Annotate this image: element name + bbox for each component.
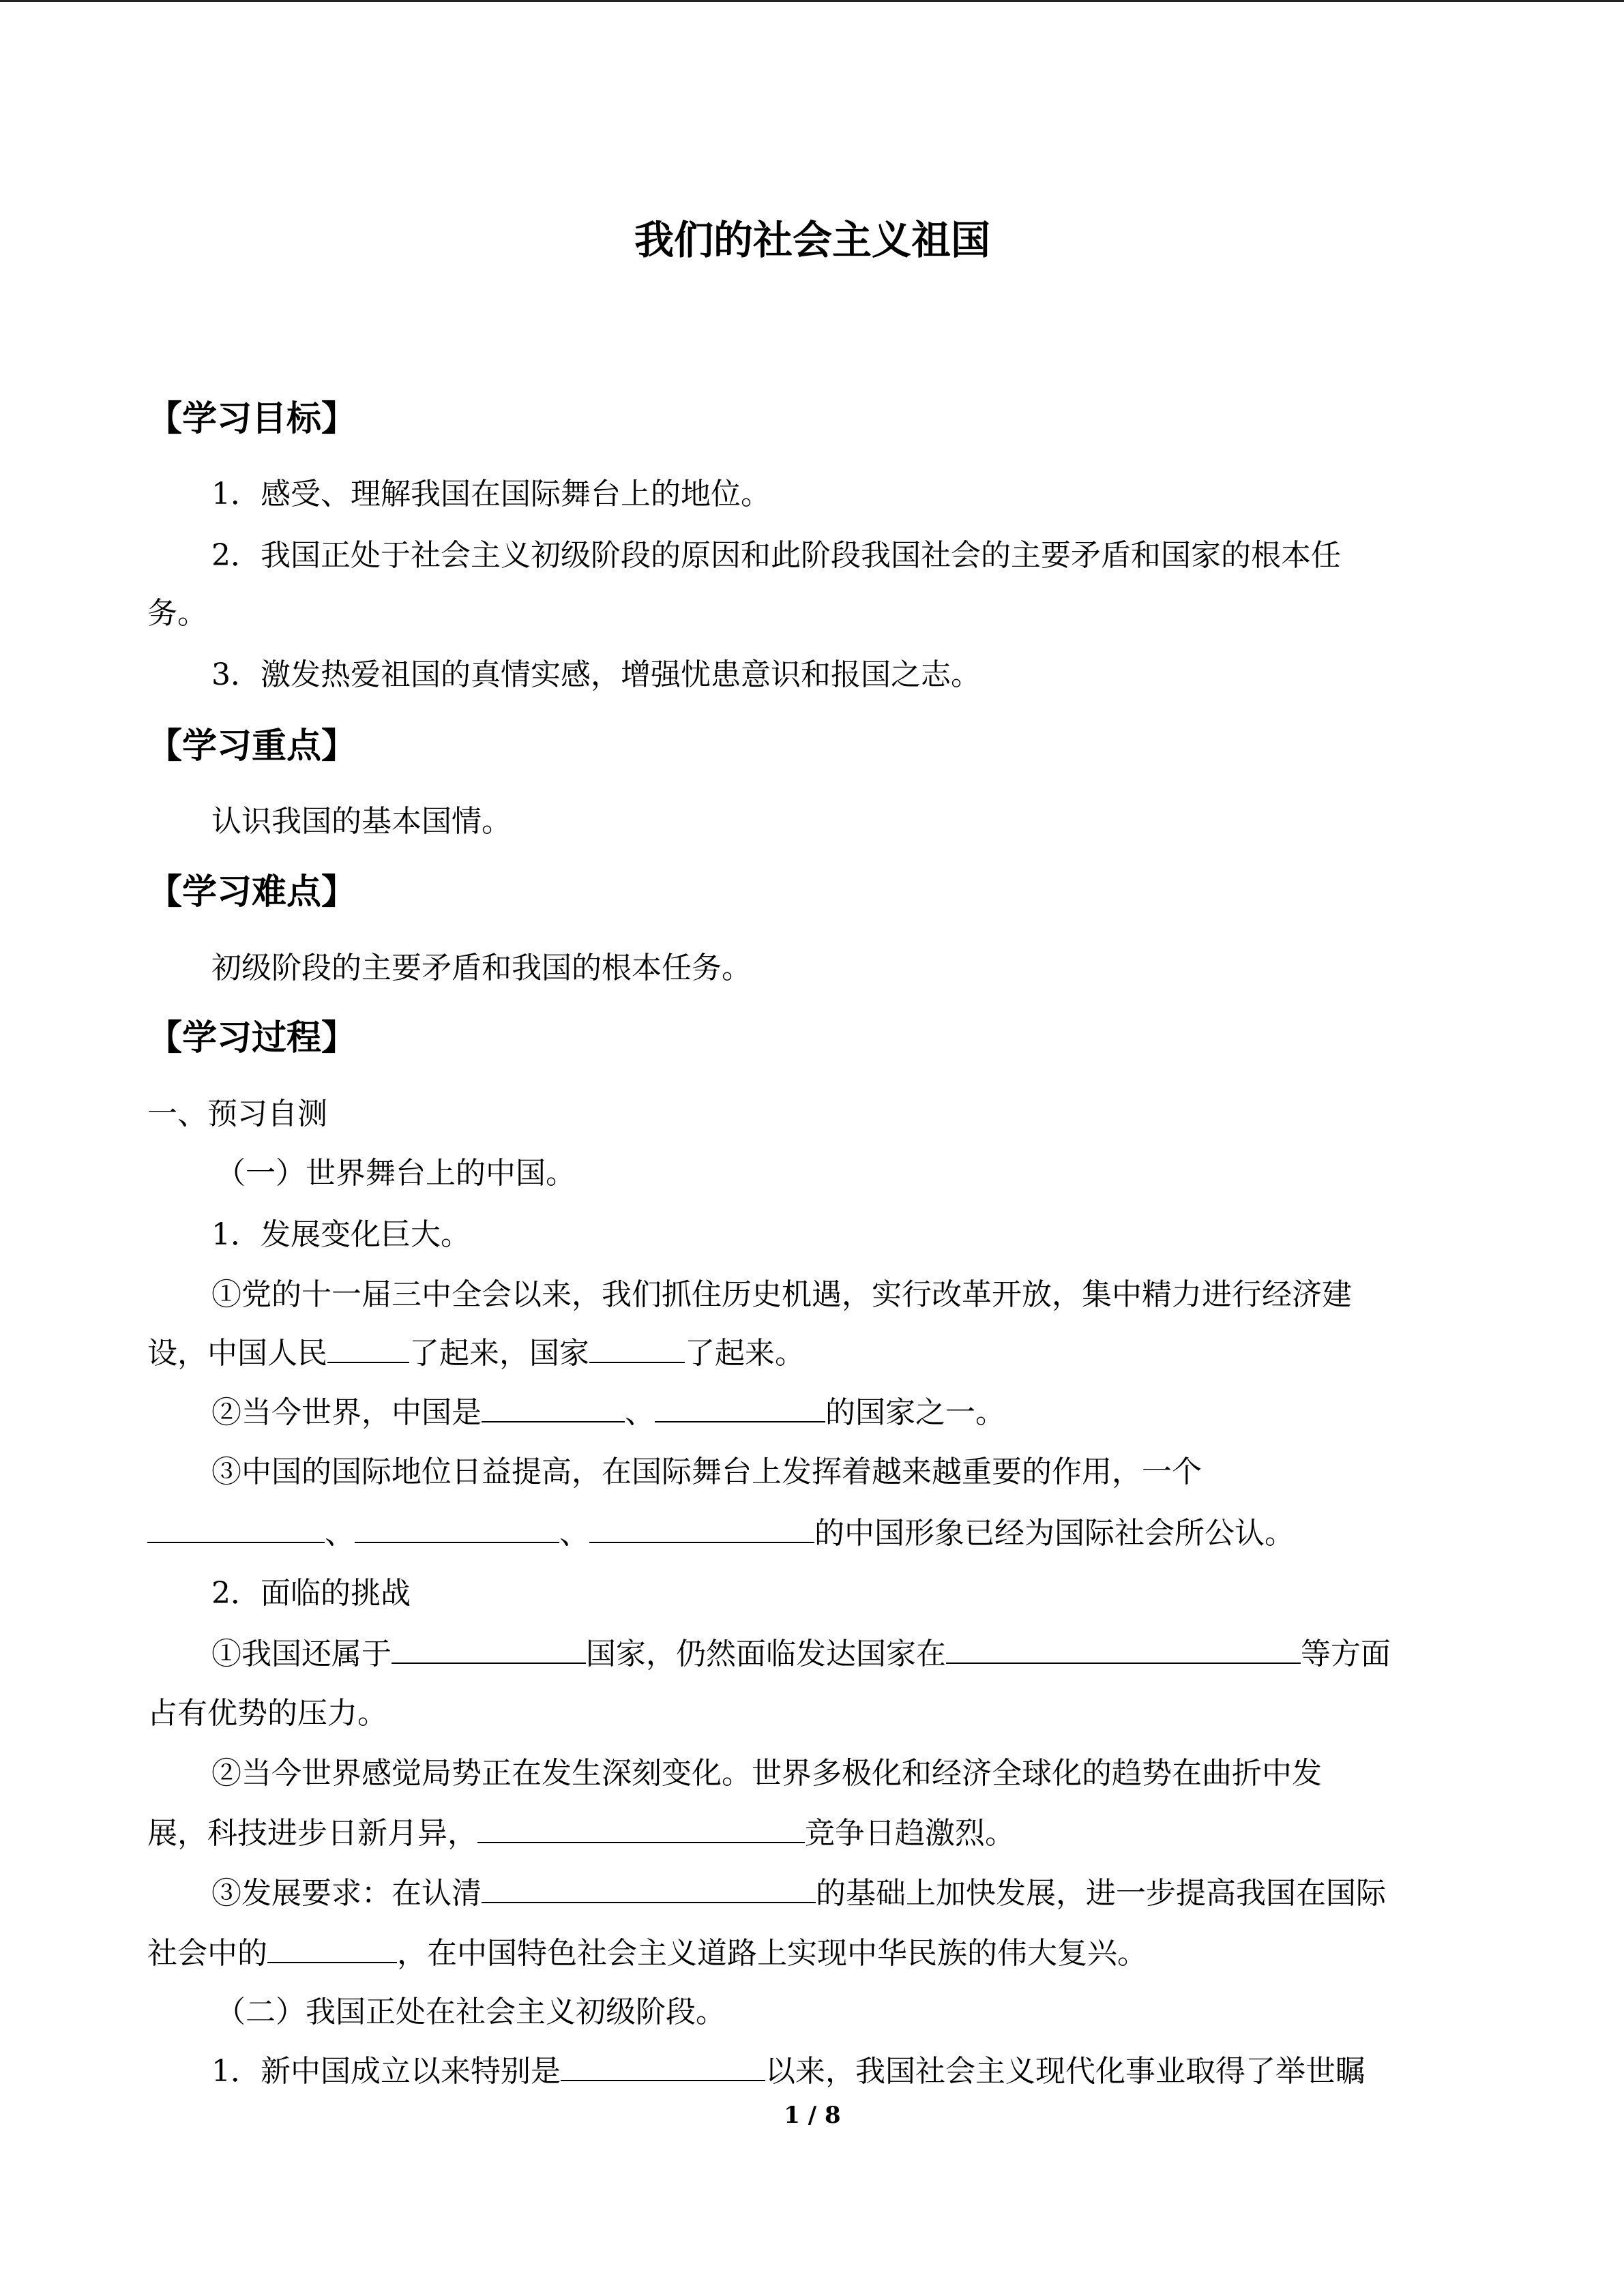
text-segment: 社会中的 (147, 1936, 267, 1971)
page-title: 我们的社会主义祖国 (634, 217, 990, 263)
text-segment: 设，中国人民 (147, 1336, 327, 1371)
process-line-14 (211, 1873, 1386, 1914)
text-segment: 、 (325, 1516, 355, 1551)
text-segment: 、 (625, 1395, 655, 1430)
text-segment: 国家，仍然面临发达国家在 (586, 1637, 946, 1671)
process-line-12: ②当今世界感觉局势正在发生深刻变化。世界多极化和经济全球化的趋势在曲折中发 (211, 1756, 1322, 1791)
text-segment: 了起来，国家 (409, 1336, 589, 1371)
text-segment: 1．新中国成立以来特别是 (211, 2054, 561, 2089)
fill-blank[interactable] (589, 1515, 814, 1543)
process-line-8 (147, 1513, 1295, 1554)
text-segment: 以来，我国社会主义现代化事业取得了举世瞩 (765, 2054, 1365, 2089)
difficulty-heading: 【学习难点】 (147, 872, 357, 912)
process-line-4: ①党的十一届三中全会以来，我们抓住历史机遇，实行改革开放，集中精力进行经济建 (211, 1277, 1352, 1312)
process-line-10 (211, 1634, 1391, 1675)
process-line-17 (211, 2051, 1365, 2092)
process-line-16: （二）我国正处在社会主义初级阶段。 (216, 1995, 726, 2029)
process-line-3: 1．发展变化巨大。 (211, 1217, 471, 1252)
key-text: 认识我国的基本国情。 (211, 804, 512, 839)
text-segment: 的中国形象已经为国际社会所公认。 (814, 1516, 1295, 1551)
process-line-1: 一、预习自测 (147, 1097, 327, 1131)
process-line-5 (147, 1333, 805, 1374)
goal-1: 1．感受、理解我国在国际舞台上的地位。 (211, 477, 771, 511)
fill-blank[interactable] (477, 1815, 805, 1843)
text-segment: 等方面 (1301, 1637, 1391, 1671)
fill-blank[interactable] (589, 1335, 685, 1363)
text-segment: 了起来。 (685, 1336, 805, 1371)
text-segment: 、 (559, 1516, 589, 1551)
fill-blank[interactable] (392, 1635, 586, 1664)
fill-blank[interactable] (946, 1635, 1301, 1664)
text-segment: ①我国还属于 (211, 1637, 392, 1671)
text-segment: 竞争日趋激烈。 (805, 1816, 1015, 1851)
process-line-15 (147, 1933, 1147, 1974)
fill-blank[interactable] (327, 1335, 409, 1363)
fill-blank[interactable] (482, 1875, 816, 1903)
process-line-7: ③中国的国际地位日益提高，在国际舞台上发挥着越来越重要的作用，一个 (211, 1455, 1202, 1489)
text-segment: 的基础上加快发展，进一步提高我国在国际 (816, 1876, 1386, 1911)
process-line-13 (147, 1813, 1015, 1854)
goal-2-line-1: 2．我国正处于社会主义初级阶段的原因和此阶段我国社会的主要矛盾和国家的根本任 (211, 538, 1341, 573)
fill-blank[interactable] (561, 2053, 765, 2081)
goal-3: 3．激发热爱祖国的真情实感，增强忧患意识和报国之志。 (211, 657, 981, 692)
fill-blank[interactable] (147, 1515, 325, 1543)
fill-blank[interactable] (355, 1515, 559, 1543)
text-segment: ，在中国特色社会主义道路上实现中华民族的伟大复兴。 (397, 1936, 1147, 1971)
goals-heading: 【学习目标】 (147, 399, 357, 439)
process-line-2: （一）世界舞台上的中国。 (216, 1156, 576, 1191)
text-segment: 展，科技进步日新月异， (147, 1816, 477, 1851)
process-line-6 (211, 1392, 1005, 1433)
top-border (0, 0, 1624, 2)
process-heading: 【学习过程】 (147, 1018, 357, 1058)
fill-blank[interactable] (267, 1935, 397, 1963)
goal-2-line-2: 务。 (147, 596, 207, 631)
fill-blank[interactable] (655, 1394, 825, 1422)
fill-blank[interactable] (482, 1394, 625, 1422)
page-number: 1 / 8 (784, 2102, 841, 2129)
text-segment: 的国家之一。 (825, 1395, 1005, 1430)
text-segment: ③发展要求：在认清 (211, 1876, 482, 1911)
key-heading: 【学习重点】 (147, 726, 357, 766)
process-line-9: 2．面临的挑战 (211, 1576, 411, 1611)
difficulty-text: 初级阶段的主要矛盾和我国的根本任务。 (211, 951, 752, 985)
text-segment: ②当今世界，中国是 (211, 1395, 482, 1430)
process-line-11: 占有优势的压力。 (147, 1696, 387, 1731)
